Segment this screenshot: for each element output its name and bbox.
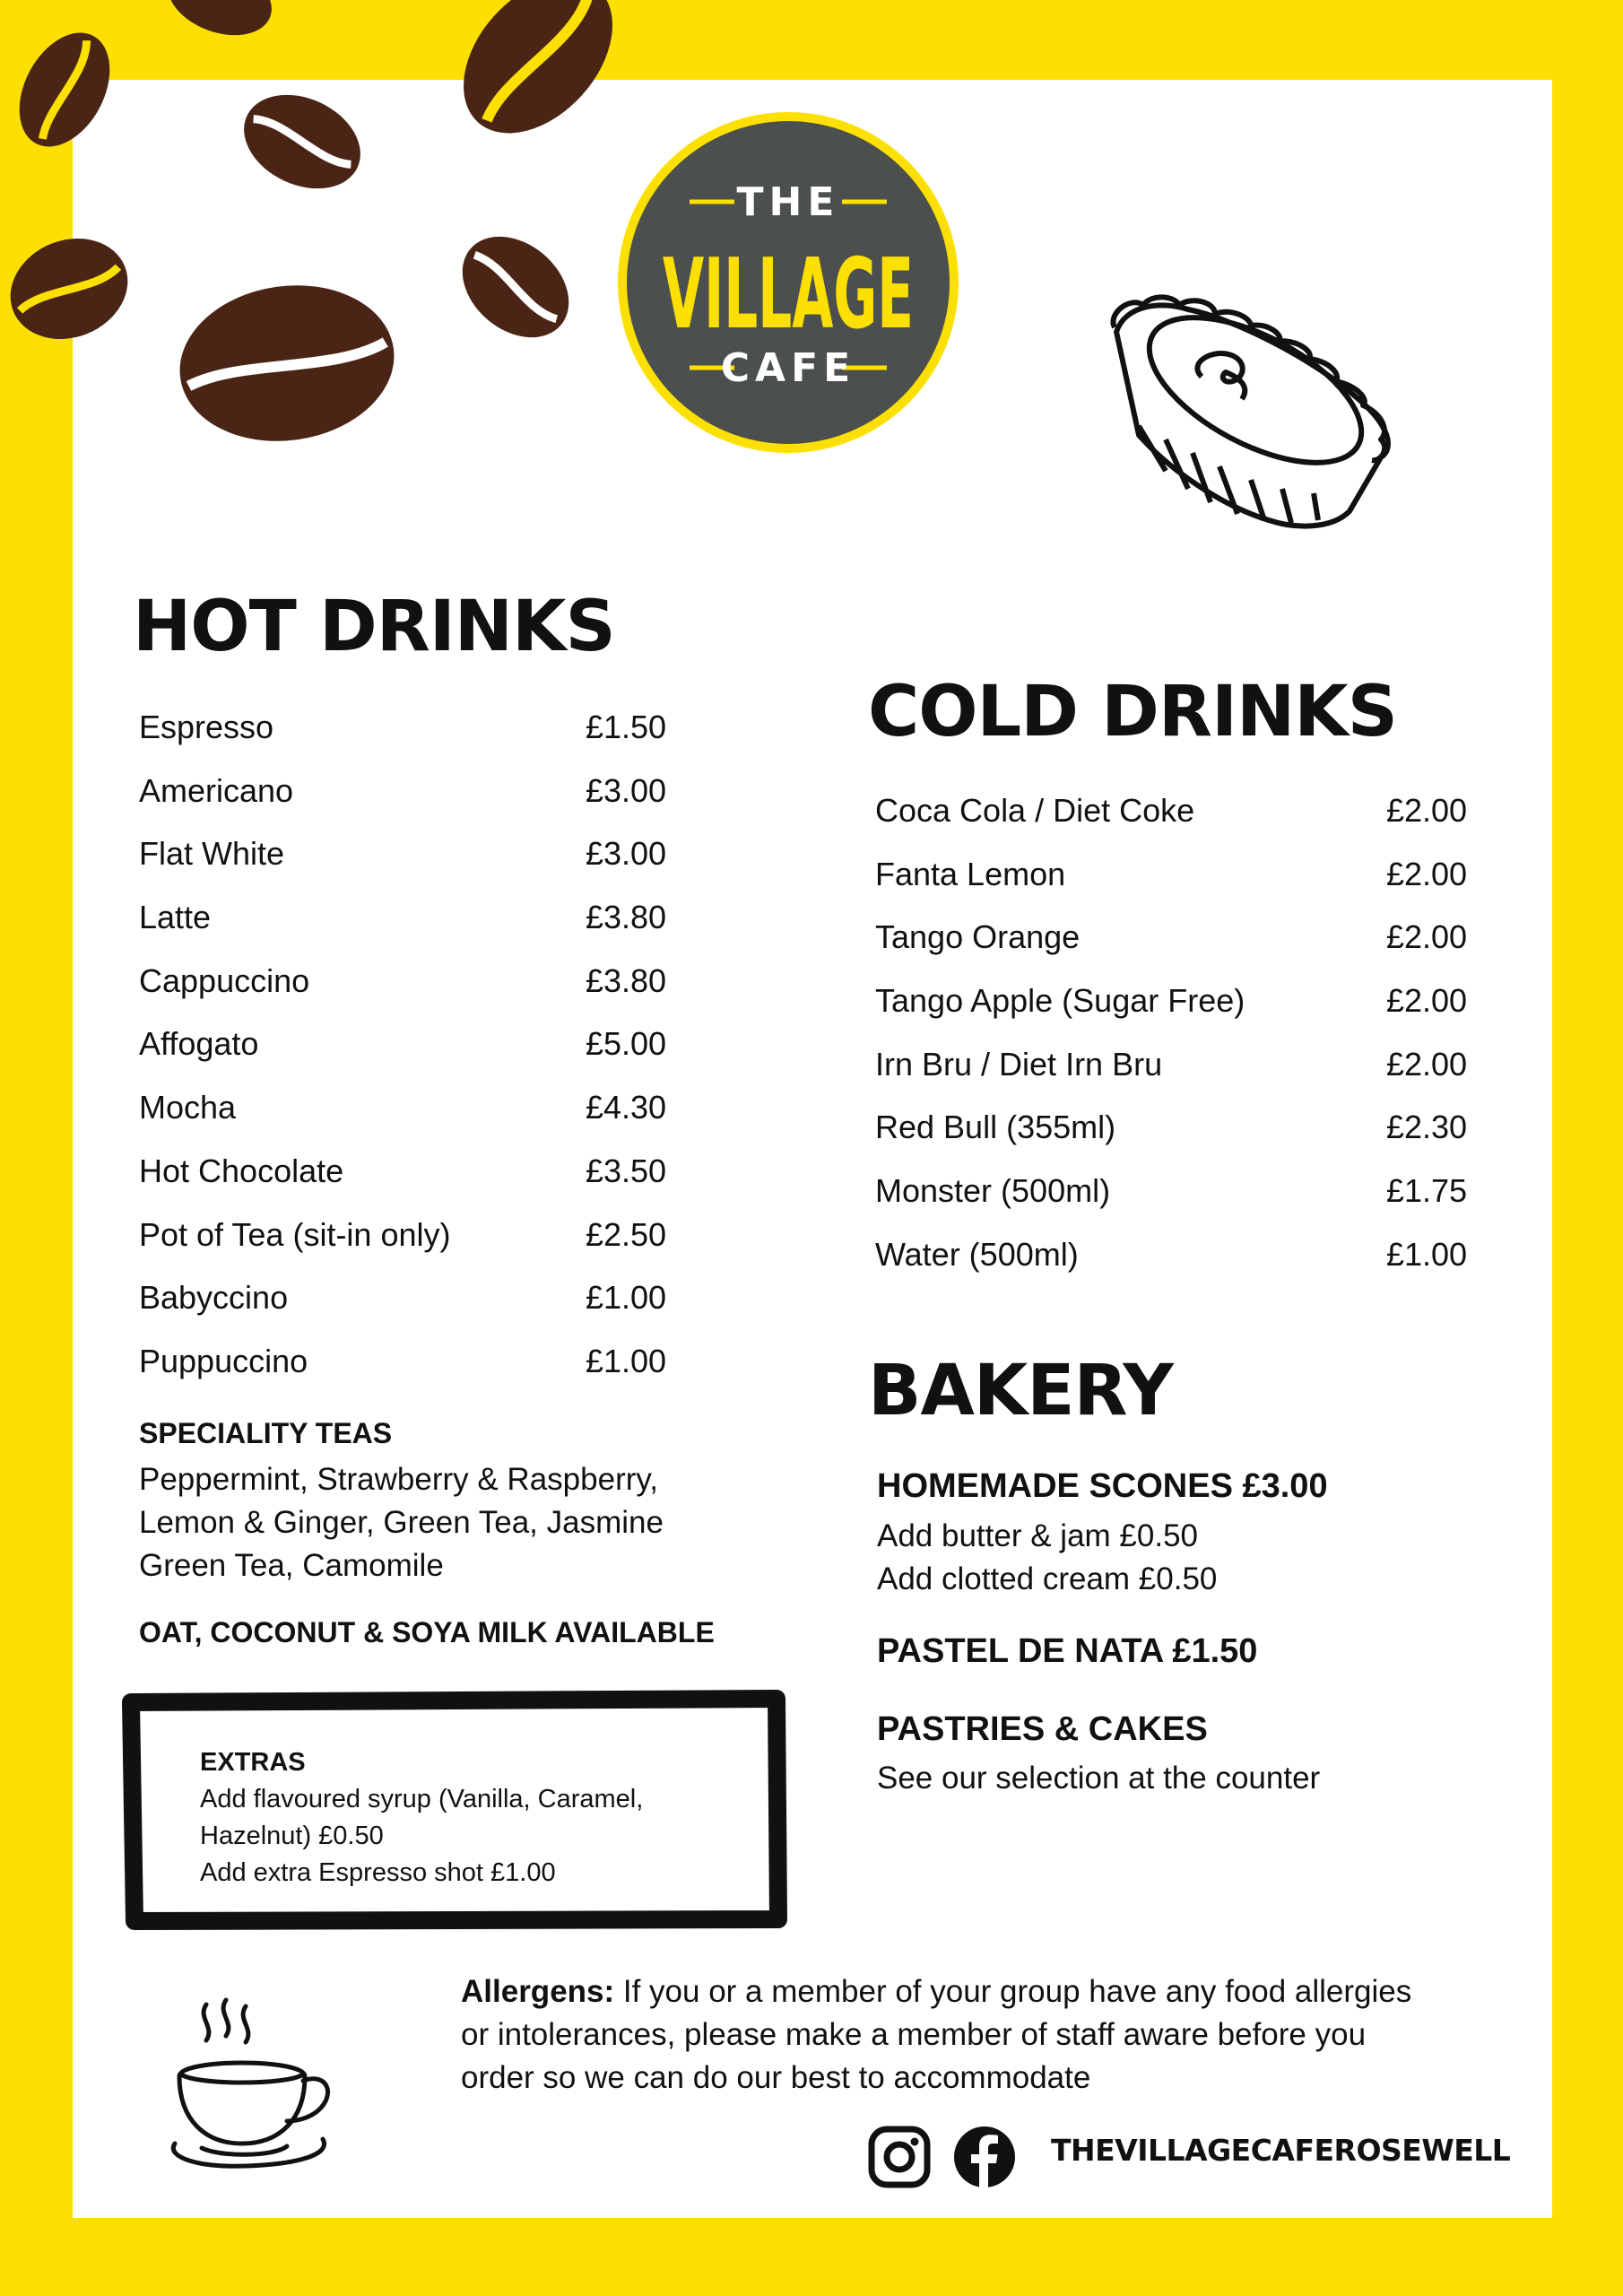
hot-drinks-heading: HOT DRINKS bbox=[133, 587, 615, 667]
item-name: Espresso bbox=[139, 709, 274, 745]
list-item bbox=[875, 1105, 1503, 1169]
item-name: Water (500ml) bbox=[875, 1235, 1079, 1273]
bakery-heading: BAKERY bbox=[868, 1351, 1173, 1431]
item-price: £2.00 bbox=[1385, 855, 1468, 892]
logo-cafe-text: CAFE bbox=[720, 345, 856, 391]
item-name: Cappuccino bbox=[139, 961, 310, 999]
scones-options bbox=[877, 1515, 1217, 1601]
item-price: £2.50 bbox=[585, 1215, 667, 1253]
extras-heading: EXTRAS bbox=[200, 1748, 306, 1777]
scones-heading: HOMEMADE SCONES £3.00 bbox=[877, 1467, 1328, 1505]
item-name: Monster (500ml) bbox=[875, 1172, 1111, 1210]
item-price: £1.00 bbox=[1385, 1235, 1468, 1273]
item-name: Irn Bru / Diet Irn Bru bbox=[875, 1045, 1163, 1083]
item-name: Babyccino bbox=[139, 1279, 289, 1317]
speciality-teas-line: Peppermint, Strawberry & Raspberry, bbox=[139, 1462, 659, 1497]
village-cafe-logo bbox=[613, 108, 963, 457]
logo-the-text: THE bbox=[736, 179, 840, 225]
item-name: Affogato bbox=[139, 1025, 259, 1063]
list-item bbox=[139, 769, 667, 832]
item-price: £3.50 bbox=[585, 1152, 667, 1189]
extras-line: Hazelnut) £0.50 bbox=[200, 1822, 384, 1850]
list-item bbox=[875, 788, 1503, 852]
allergens-label: Allergens: bbox=[461, 1974, 615, 2009]
extras-section bbox=[200, 1744, 643, 1892]
list-item bbox=[875, 978, 1503, 1042]
list-item bbox=[139, 1275, 667, 1339]
item-name: Pot of Tea (sit-in only) bbox=[139, 1215, 451, 1253]
item-name: Flat White bbox=[139, 835, 285, 873]
item-name: Tango Orange bbox=[875, 918, 1081, 956]
allergens-line: or intolerances, please make a member of staff aware before you bbox=[461, 2017, 1367, 2052]
item-name: Tango Apple (Sugar Free) bbox=[875, 982, 1245, 1020]
item-price: £3.00 bbox=[585, 771, 667, 809]
hot-drinks-list bbox=[139, 705, 667, 1403]
item-name: Mocha bbox=[139, 1089, 237, 1126]
list-item bbox=[875, 915, 1503, 978]
list-item bbox=[139, 959, 667, 1022]
coffee-bean-icon bbox=[169, 272, 404, 455]
item-name: Puppuccino bbox=[139, 1342, 308, 1379]
item-name: Americano bbox=[139, 771, 294, 809]
item-price: £2.00 bbox=[1385, 918, 1468, 956]
list-item bbox=[875, 1042, 1503, 1106]
coffee-bean-icon bbox=[1, 17, 128, 161]
speciality-teas-line: Green Tea, Camomile bbox=[139, 1548, 444, 1583]
speciality-teas-heading: SPECIALITY TEAS bbox=[139, 1417, 393, 1449]
item-price: £1.50 bbox=[585, 709, 667, 745]
list-item bbox=[139, 1022, 667, 1085]
pastel-de-nata-heading: PASTEL DE NATA £1.50 bbox=[877, 1632, 1258, 1670]
item-price: £1.00 bbox=[585, 1342, 667, 1379]
facebook-icon[interactable] bbox=[953, 2126, 1016, 2188]
logo-village-text: VILLAGE bbox=[663, 239, 914, 351]
list-item bbox=[875, 852, 1503, 916]
list-item bbox=[139, 1339, 667, 1403]
item-name: Latte bbox=[139, 899, 212, 936]
extras-line: Add extra Espresso shot £1.00 bbox=[200, 1858, 556, 1887]
list-item bbox=[875, 1169, 1503, 1232]
item-price: £2.00 bbox=[1385, 982, 1468, 1020]
list-item bbox=[139, 895, 667, 959]
list-item bbox=[875, 1232, 1503, 1296]
coffee-bean-icon bbox=[158, 0, 282, 48]
scones-option-line: Add butter & jam £0.50 bbox=[877, 1518, 1198, 1553]
item-price: £2.00 bbox=[1385, 792, 1468, 829]
item-name: Red Bull (355ml) bbox=[875, 1109, 1116, 1146]
pastries-description: See our selection at the counter bbox=[877, 1761, 1321, 1796]
coffee-bean-icon bbox=[0, 222, 143, 356]
speciality-teas-line: Lemon & Ginger, Green Tea, Jasmine bbox=[139, 1505, 664, 1540]
item-price: £3.80 bbox=[585, 899, 667, 936]
coffee-bean-icon bbox=[229, 77, 376, 206]
cold-drinks-list bbox=[875, 788, 1503, 1296]
list-item bbox=[139, 831, 667, 895]
list-item bbox=[139, 705, 667, 769]
item-price: £5.00 bbox=[585, 1025, 667, 1063]
item-name: Coca Cola / Diet Coke bbox=[875, 792, 1195, 829]
cold-drinks-heading: COLD DRINKS bbox=[868, 672, 1397, 752]
item-price: £2.30 bbox=[1385, 1109, 1468, 1146]
list-item bbox=[139, 1085, 667, 1149]
coffee-bean-icon bbox=[443, 216, 589, 358]
coffee-bean-icon bbox=[434, 0, 642, 161]
allergens-line: If you or a member of your group have any food allergies bbox=[614, 1974, 1412, 2009]
allergens-notice bbox=[461, 1970, 1537, 2100]
extras-line: Add flavoured syrup (Vanilla, Caramel, bbox=[200, 1785, 644, 1813]
coffee-cup-icon bbox=[170, 1996, 341, 2175]
item-price: £2.00 bbox=[1385, 1045, 1468, 1083]
speciality-teas-list bbox=[139, 1458, 749, 1587]
pastries-heading: PASTRIES & CAKES bbox=[877, 1710, 1208, 1748]
list-item bbox=[139, 1213, 667, 1276]
scones-option-line: Add clotted cream £0.50 bbox=[877, 1561, 1218, 1596]
coffee-beans-decoration bbox=[0, 0, 681, 484]
item-name: Fanta Lemon bbox=[875, 855, 1066, 892]
item-price: £1.75 bbox=[1385, 1172, 1468, 1210]
item-price: £3.80 bbox=[585, 961, 667, 999]
item-price: £1.00 bbox=[585, 1279, 667, 1317]
item-price: £3.00 bbox=[585, 835, 667, 873]
item-name: Hot Chocolate bbox=[139, 1152, 344, 1189]
milk-availability-note: OAT, COCONUT & SOYA MILK AVAILABLE bbox=[139, 1616, 715, 1648]
item-price: £4.30 bbox=[585, 1089, 667, 1126]
social-handle[interactable]: THEVILLAGECAFEROSEWELL bbox=[1051, 2133, 1511, 2168]
list-item bbox=[139, 1149, 667, 1213]
allergens-line: order so we can do our best to accommodate bbox=[461, 2060, 1091, 2095]
instagram-icon[interactable] bbox=[868, 2126, 931, 2188]
pastel-de-nata-icon bbox=[1089, 291, 1399, 538]
